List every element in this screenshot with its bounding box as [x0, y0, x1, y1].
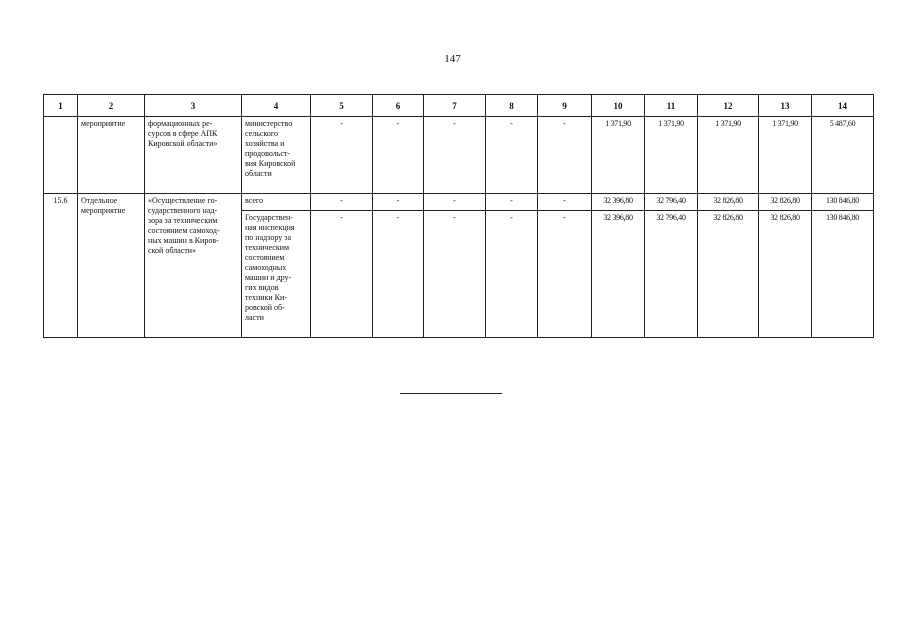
value-cell: 1 371,90	[698, 117, 759, 194]
header-cell: 7	[424, 95, 486, 117]
responsible-cell: Государствен- ная инспекция по надзору за техническим состоянием самоходных машин и дру- гих видов техники Ки- ровской об- ласти	[242, 211, 311, 338]
dash-cell: -	[311, 117, 373, 194]
dash-cell: -	[424, 117, 486, 194]
dash-cell: -	[424, 194, 486, 211]
header-cell: 5	[311, 95, 373, 117]
dash-cell: -	[311, 194, 373, 211]
header-cell: 10	[592, 95, 645, 117]
header-cell: 1	[44, 95, 78, 117]
event-type-cell: мероприятие	[78, 117, 145, 194]
total-value-cell: 130 846,80	[812, 211, 874, 338]
table-row	[44, 117, 874, 194]
value-cell: 32 826,80	[698, 194, 759, 211]
header-cell: 13	[759, 95, 812, 117]
dash-cell: -	[538, 194, 592, 211]
value-cell: 32 396,80	[592, 194, 645, 211]
event-type-cell: Отдельное мероприятие	[78, 194, 145, 338]
header-row	[44, 95, 874, 117]
value-cell: 32 826,80	[759, 194, 812, 211]
value-cell: 1 371,90	[759, 117, 812, 194]
dash-cell: -	[538, 117, 592, 194]
dash-cell: -	[424, 211, 486, 338]
value-cell: 32 796,40	[645, 194, 698, 211]
dash-cell: -	[373, 117, 424, 194]
budget-table	[43, 94, 874, 338]
page-number: 147	[444, 53, 461, 65]
row-number-cell: 15.6	[44, 194, 78, 338]
total-value-cell: 5 487,60	[812, 117, 874, 194]
dash-cell: -	[311, 211, 373, 338]
event-name-cell: «Осуществление го- сударственного над- зора за техническим состоянием самоход- ных машин в Киров- ской области»	[145, 194, 242, 338]
responsible-cell: министерство сельского хозяйства и продовольст- вия Кировской области	[242, 117, 311, 194]
header-cell: 11	[645, 95, 698, 117]
header-cell: 14	[812, 95, 874, 117]
header-cell: 3	[145, 95, 242, 117]
value-cell: 1 371,90	[592, 117, 645, 194]
table-row	[44, 194, 874, 211]
header-cell: 12	[698, 95, 759, 117]
value-cell: 32 826,80	[698, 211, 759, 338]
dash-cell: -	[486, 117, 538, 194]
dash-cell: -	[373, 194, 424, 211]
header-cell: 2	[78, 95, 145, 117]
event-name-cell: формационных ре- сурсов в сфере АПК Кировской области»	[145, 117, 242, 194]
value-cell: 1 371,90	[645, 117, 698, 194]
dash-cell: -	[486, 194, 538, 211]
header-cell: 9	[538, 95, 592, 117]
header-cell: 8	[486, 95, 538, 117]
dash-cell: -	[538, 211, 592, 338]
row-number-cell	[44, 117, 78, 194]
value-cell: 32 826,80	[759, 211, 812, 338]
responsible-cell: всего	[242, 194, 311, 211]
value-cell: 32 396,80	[592, 211, 645, 338]
end-divider	[400, 393, 502, 394]
header-cell: 6	[373, 95, 424, 117]
header-cell: 4	[242, 95, 311, 117]
total-value-cell: 130 846,80	[812, 194, 874, 211]
dash-cell: -	[373, 211, 424, 338]
value-cell: 32 796,40	[645, 211, 698, 338]
dash-cell: -	[486, 211, 538, 338]
